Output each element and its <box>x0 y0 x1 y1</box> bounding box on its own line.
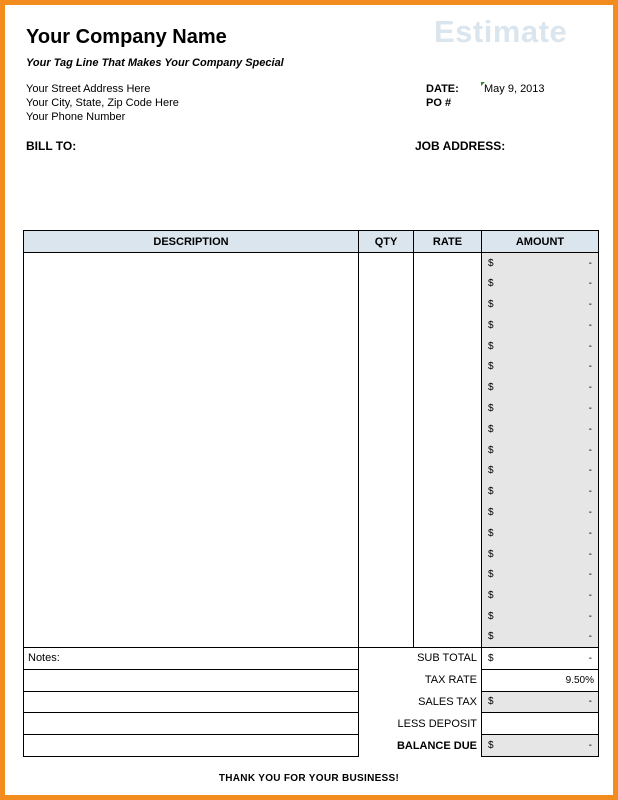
amount-value: - <box>588 506 592 518</box>
description-cell[interactable] <box>24 523 359 544</box>
qty-cell[interactable] <box>359 294 414 315</box>
description-cell[interactable] <box>24 377 359 398</box>
phone-number: Your Phone Number <box>26 111 126 123</box>
rate-cell[interactable] <box>414 356 482 377</box>
amount-value: - <box>588 257 592 269</box>
line-item-row <box>24 398 599 419</box>
thank-you-message: THANK YOU FOR YOUR BUSINESS! <box>218 773 400 784</box>
description-cell[interactable] <box>24 356 359 377</box>
qty-cell[interactable] <box>359 356 414 377</box>
line-item-row <box>24 481 599 502</box>
less-deposit-value[interactable] <box>482 713 599 735</box>
line-item-row <box>24 627 599 648</box>
line-item-row <box>24 377 599 398</box>
notes-line[interactable] <box>24 691 359 713</box>
rate-cell[interactable] <box>414 294 482 315</box>
amount-cell[interactable] <box>482 627 599 648</box>
balance-due-value-cell[interactable] <box>482 735 599 757</box>
amount-value: - <box>588 361 592 373</box>
qty-cell[interactable] <box>359 398 414 419</box>
less-deposit-label: LESS DEPOSIT <box>397 717 477 730</box>
amount-cell[interactable] <box>482 585 599 606</box>
document-title: Estimate <box>434 14 568 49</box>
rate-cell[interactable] <box>414 544 482 565</box>
rate-cell[interactable] <box>414 336 482 357</box>
city-state-zip: Your City, State, Zip Code Here <box>26 97 179 109</box>
currency-symbol: $ <box>488 444 494 456</box>
amount-cell[interactable] <box>482 419 599 440</box>
description-cell[interactable] <box>24 294 359 315</box>
subtotal-row <box>24 648 599 670</box>
rate-cell[interactable] <box>414 606 482 627</box>
qty-cell[interactable] <box>359 273 414 294</box>
line-item-row <box>24 440 599 461</box>
amount-cell[interactable] <box>482 315 599 336</box>
qty-cell[interactable] <box>359 523 414 544</box>
line-item-row <box>24 419 599 440</box>
balance-due-row <box>24 735 599 757</box>
qty-cell[interactable] <box>359 336 414 357</box>
qty-cell[interactable] <box>359 544 414 565</box>
description-cell[interactable] <box>24 440 359 461</box>
amount-value: - <box>588 631 592 643</box>
amount-cell[interactable] <box>482 544 599 565</box>
currency-symbol: $ <box>488 652 494 664</box>
currency-symbol: $ <box>488 486 494 498</box>
description-cell[interactable] <box>24 502 359 523</box>
description-cell[interactable] <box>24 336 359 357</box>
currency-symbol: $ <box>488 569 494 581</box>
less-deposit-row <box>24 713 599 735</box>
amount-value: - <box>588 486 592 498</box>
currency-symbol: $ <box>488 402 494 414</box>
rate-cell[interactable] <box>414 502 482 523</box>
date-value[interactable]: May 9, 2013 <box>484 83 545 95</box>
subtotal-value: - <box>588 652 592 664</box>
bill-to-label: BILL TO: <box>26 139 77 153</box>
amount-value: - <box>588 340 592 352</box>
rate-cell[interactable] <box>414 627 482 648</box>
amount-header: AMOUNT <box>482 231 599 253</box>
description-cell[interactable] <box>24 398 359 419</box>
description-cell[interactable] <box>24 460 359 481</box>
qty-cell[interactable] <box>359 315 414 336</box>
rate-cell[interactable] <box>414 419 482 440</box>
balance-due-label: BALANCE DUE <box>396 739 477 752</box>
currency-symbol: $ <box>488 465 494 477</box>
description-cell[interactable] <box>24 585 359 606</box>
tax-rate-value[interactable]: 9.50% <box>482 669 599 691</box>
qty-cell[interactable] <box>359 481 414 502</box>
amount-cell[interactable] <box>482 253 599 274</box>
description-cell[interactable] <box>24 419 359 440</box>
rate-cell[interactable] <box>414 564 482 585</box>
amount-value: - <box>588 548 592 560</box>
amount-value: - <box>588 298 592 310</box>
rate-cell[interactable] <box>414 585 482 606</box>
subtotal-label: SUB TOTAL <box>417 652 477 665</box>
amount-value: - <box>588 402 592 414</box>
line-item-row <box>24 253 599 274</box>
description-cell[interactable] <box>24 273 359 294</box>
qty-cell[interactable] <box>359 377 414 398</box>
currency-symbol: $ <box>488 278 494 290</box>
line-item-row <box>24 336 599 357</box>
balance-due-value: - <box>588 740 592 752</box>
amount-value: - <box>588 423 592 435</box>
currency-symbol: $ <box>488 548 494 560</box>
amount-cell[interactable] <box>482 377 599 398</box>
sales-tax-label: SALES TAX <box>418 695 477 708</box>
rate-header: RATE <box>414 231 482 253</box>
sales-tax-row <box>24 691 599 713</box>
job-address-label: JOB ADDRESS: <box>415 139 506 153</box>
qty-cell[interactable] <box>359 502 414 523</box>
sales-tax-value: - <box>588 696 592 708</box>
description-cell[interactable] <box>24 606 359 627</box>
line-item-row <box>24 564 599 585</box>
po-label: PO # <box>426 97 452 109</box>
line-item-row <box>24 273 599 294</box>
currency-symbol: $ <box>488 506 494 518</box>
currency-symbol: $ <box>488 340 494 352</box>
amount-value: - <box>588 319 592 331</box>
company-tagline: Your Tag Line That Makes Your Company Special <box>26 57 284 69</box>
currency-symbol: $ <box>488 631 494 643</box>
currency-symbol: $ <box>488 740 494 752</box>
line-item-row <box>24 460 599 481</box>
qty-cell[interactable] <box>359 564 414 585</box>
amount-value: - <box>588 569 592 581</box>
rate-cell[interactable] <box>414 440 482 461</box>
amount-cell[interactable] <box>482 273 599 294</box>
description-cell[interactable] <box>24 627 359 648</box>
currency-symbol: $ <box>488 423 494 435</box>
line-item-row <box>24 502 599 523</box>
amount-cell[interactable] <box>482 564 599 585</box>
amount-value: - <box>588 465 592 477</box>
totals-table <box>23 647 599 757</box>
rate-cell[interactable] <box>414 377 482 398</box>
description-header: DESCRIPTION <box>24 231 359 253</box>
notes-line[interactable] <box>24 713 359 735</box>
amount-value: - <box>588 590 592 602</box>
notes-label[interactable]: Notes: <box>24 648 359 670</box>
description-cell[interactable] <box>24 481 359 502</box>
date-label: DATE: <box>426 83 459 95</box>
currency-symbol: $ <box>488 361 494 373</box>
line-item-row <box>24 523 599 544</box>
line-item-row <box>24 544 599 565</box>
amount-cell[interactable] <box>482 294 599 315</box>
description-cell[interactable] <box>24 564 359 585</box>
line-item-row <box>24 585 599 606</box>
qty-cell[interactable] <box>359 606 414 627</box>
amount-cell[interactable] <box>482 481 599 502</box>
rate-cell[interactable] <box>414 523 482 544</box>
sales-tax-value-cell[interactable] <box>482 691 599 713</box>
rate-cell[interactable] <box>414 273 482 294</box>
description-cell[interactable] <box>24 544 359 565</box>
amount-cell[interactable] <box>482 606 599 627</box>
qty-cell[interactable] <box>359 627 414 648</box>
subtotal-value-cell[interactable] <box>482 648 599 670</box>
rate-cell[interactable] <box>414 398 482 419</box>
company-name: Your Company Name <box>26 26 227 48</box>
currency-symbol: $ <box>488 298 494 310</box>
amount-cell[interactable] <box>482 398 599 419</box>
tax-rate-label: TAX RATE <box>424 674 477 687</box>
notes-line[interactable] <box>24 735 359 757</box>
rate-cell[interactable] <box>414 481 482 502</box>
line-item-row <box>24 294 599 315</box>
amount-cell[interactable] <box>482 502 599 523</box>
amount-cell[interactable] <box>482 336 599 357</box>
currency-symbol: $ <box>488 527 494 539</box>
qty-header: QTY <box>359 231 414 253</box>
currency-symbol: $ <box>488 257 494 269</box>
tax-rate-row <box>24 669 599 691</box>
line-item-row <box>24 606 599 627</box>
amount-cell[interactable] <box>482 356 599 377</box>
currency-symbol: $ <box>488 610 494 622</box>
amount-cell[interactable] <box>482 460 599 481</box>
amount-cell[interactable] <box>482 440 599 461</box>
currency-symbol: $ <box>488 319 494 331</box>
rate-cell[interactable] <box>414 460 482 481</box>
currency-symbol: $ <box>488 590 494 602</box>
line-item-row <box>24 315 599 336</box>
notes-line[interactable] <box>24 669 359 691</box>
amount-value: - <box>588 610 592 622</box>
amount-value: - <box>588 382 592 394</box>
rate-cell[interactable] <box>414 315 482 336</box>
amount-value: - <box>588 527 592 539</box>
line-item-row <box>24 356 599 377</box>
currency-symbol: $ <box>488 696 494 708</box>
amount-value: - <box>588 278 592 290</box>
description-cell[interactable] <box>24 253 359 274</box>
qty-cell[interactable] <box>359 460 414 481</box>
description-cell[interactable] <box>24 315 359 336</box>
amount-value: - <box>588 444 592 456</box>
qty-cell[interactable] <box>359 419 414 440</box>
amount-cell[interactable] <box>482 523 599 544</box>
qty-cell[interactable] <box>359 440 414 461</box>
rate-cell[interactable] <box>414 253 482 274</box>
street-address: Your Street Address Here <box>26 83 151 95</box>
line-items-body <box>24 253 599 648</box>
qty-cell[interactable] <box>359 585 414 606</box>
currency-symbol: $ <box>488 382 494 394</box>
line-items-table <box>23 230 599 648</box>
qty-cell[interactable] <box>359 253 414 274</box>
